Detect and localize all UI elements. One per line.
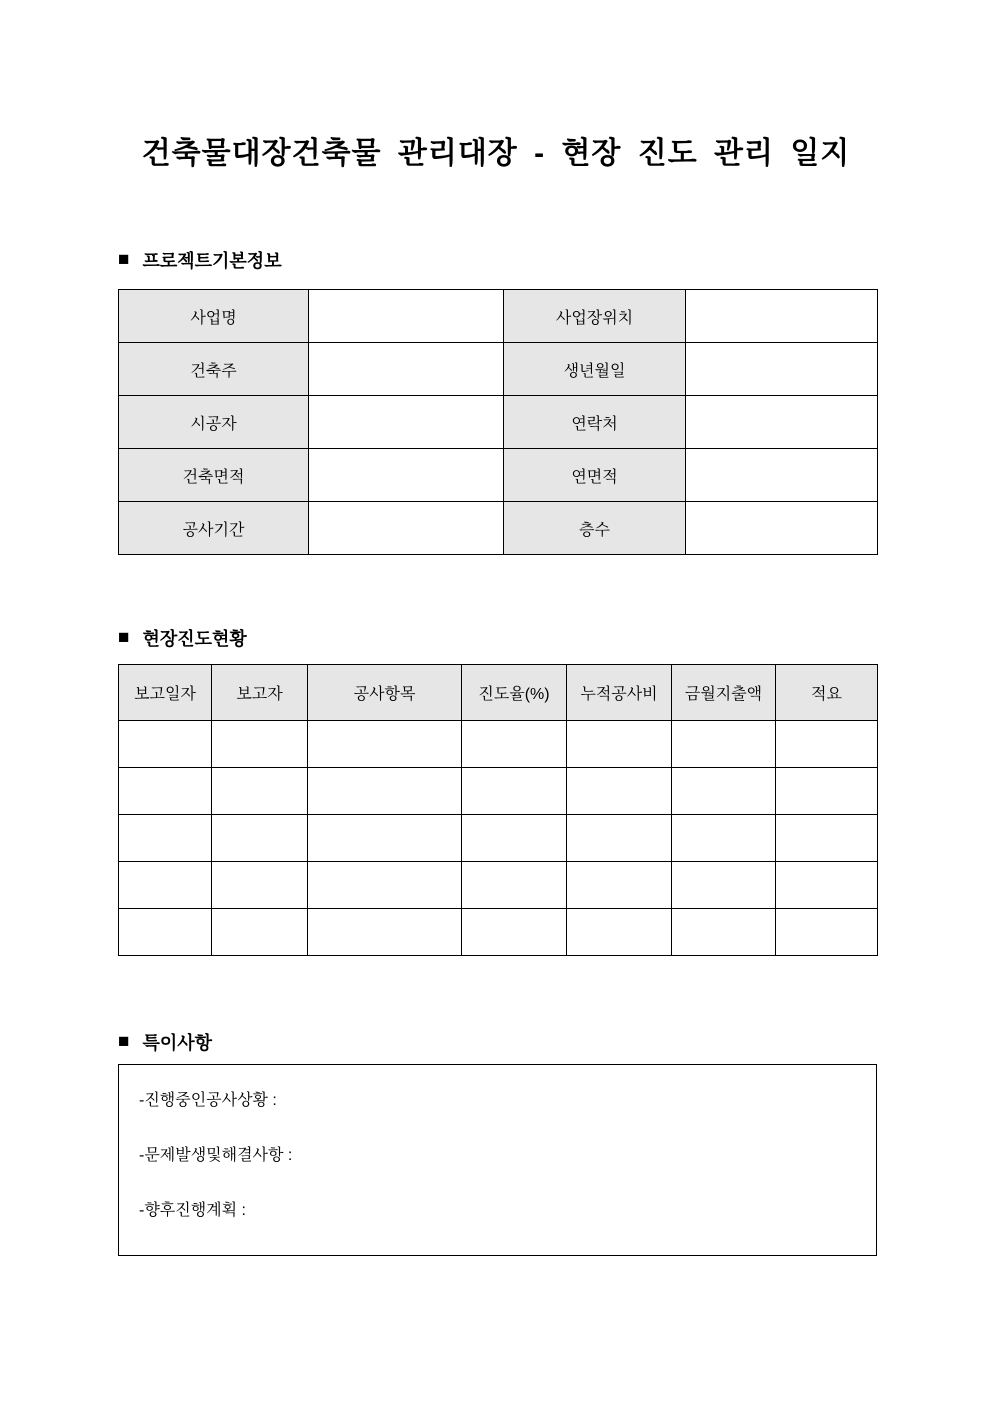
progress-cell [119, 721, 212, 768]
section-heading-progress-status [118, 626, 992, 649]
progress-cell [308, 815, 462, 862]
field-label-cell: 사업장위치 [504, 290, 686, 343]
section-heading-project-info [118, 248, 992, 271]
project-info-row [119, 290, 878, 343]
column-header: 진도율(%) [462, 665, 567, 721]
field-value-cell [309, 449, 504, 502]
column-header: 적요 [776, 665, 878, 721]
project-info-row [119, 343, 878, 396]
field-label-cell: 건축면적 [119, 449, 309, 502]
section-special-notes [0, 1030, 992, 1256]
field-value-cell [686, 290, 878, 343]
progress-cell [776, 721, 878, 768]
progress-cell [567, 721, 672, 768]
section-project-info [0, 248, 992, 555]
section-bullet-icon: ■ [118, 249, 130, 270]
column-header: 금월지출액 [672, 665, 776, 721]
field-value-cell [686, 502, 878, 555]
progress-cell [776, 862, 878, 909]
special-notes-box [118, 1064, 877, 1256]
progress-row [119, 721, 878, 768]
progress-cell [462, 768, 567, 815]
progress-cell [672, 862, 776, 909]
progress-row [119, 815, 878, 862]
progress-cell [567, 862, 672, 909]
field-label-cell: 공사기간 [119, 502, 309, 555]
field-value-cell [309, 502, 504, 555]
column-header: 보고일자 [119, 665, 212, 721]
field-label-cell: 연락처 [504, 396, 686, 449]
column-header: 공사항목 [308, 665, 462, 721]
section-bullet-icon: ■ [118, 1031, 130, 1052]
progress-cell [462, 815, 567, 862]
project-info-row [119, 502, 878, 555]
progress-cell [212, 768, 308, 815]
field-value-cell [309, 396, 504, 449]
progress-cell [119, 909, 212, 956]
column-header: 보고자 [212, 665, 308, 721]
progress-cell [672, 909, 776, 956]
column-header: 누적공사비 [567, 665, 672, 721]
field-label-cell: 사업명 [119, 290, 309, 343]
progress-cell [672, 721, 776, 768]
progress-cell [462, 862, 567, 909]
progress-cell [212, 815, 308, 862]
progress-cell [212, 909, 308, 956]
progress-row [119, 909, 878, 956]
section-progress-status [0, 626, 992, 956]
field-label-cell: 생년월일 [504, 343, 686, 396]
progress-row [119, 862, 878, 909]
progress-cell [462, 721, 567, 768]
progress-cell [308, 909, 462, 956]
progress-cell [212, 862, 308, 909]
progress-table-header-row [119, 665, 878, 721]
field-value-cell [309, 343, 504, 396]
field-label-cell: 층수 [504, 502, 686, 555]
section-bullet-icon: ■ [118, 627, 130, 648]
field-label-cell: 건축주 [119, 343, 309, 396]
progress-cell [119, 768, 212, 815]
progress-cell [776, 815, 878, 862]
project-info-row [119, 396, 878, 449]
progress-cell [212, 721, 308, 768]
section-heading-special-notes [118, 1030, 992, 1053]
section-title: 특이사항 [142, 1032, 213, 1053]
progress-cell [567, 909, 672, 956]
progress-cell [672, 815, 776, 862]
field-value-cell [686, 449, 878, 502]
field-value-cell [686, 343, 878, 396]
progress-table [118, 664, 878, 956]
note-item: -진행중인공사상황 : [139, 1092, 277, 1109]
progress-cell [308, 768, 462, 815]
section-title: 현장진도현황 [142, 628, 247, 649]
field-value-cell [686, 396, 878, 449]
progress-cell [308, 721, 462, 768]
progress-cell [672, 768, 776, 815]
progress-cell [308, 862, 462, 909]
note-item: -문제발생및해결사항 : [139, 1147, 293, 1164]
note-item: -향후진행계획 : [139, 1202, 246, 1219]
progress-cell [567, 815, 672, 862]
field-label-cell: 시공자 [119, 396, 309, 449]
project-info-table [118, 289, 878, 555]
field-label-cell: 연면적 [504, 449, 686, 502]
page-title: 건축물대장건축물 관리대장 - 현장 진도 관리 일지 [141, 137, 851, 170]
progress-cell [119, 862, 212, 909]
field-value-cell [309, 290, 504, 343]
progress-cell [567, 768, 672, 815]
project-info-row [119, 449, 878, 502]
progress-row [119, 768, 878, 815]
progress-cell [462, 909, 567, 956]
progress-cell [119, 815, 212, 862]
section-title: 프로젝트기본정보 [142, 250, 282, 271]
progress-cell [776, 909, 878, 956]
progress-cell [776, 768, 878, 815]
